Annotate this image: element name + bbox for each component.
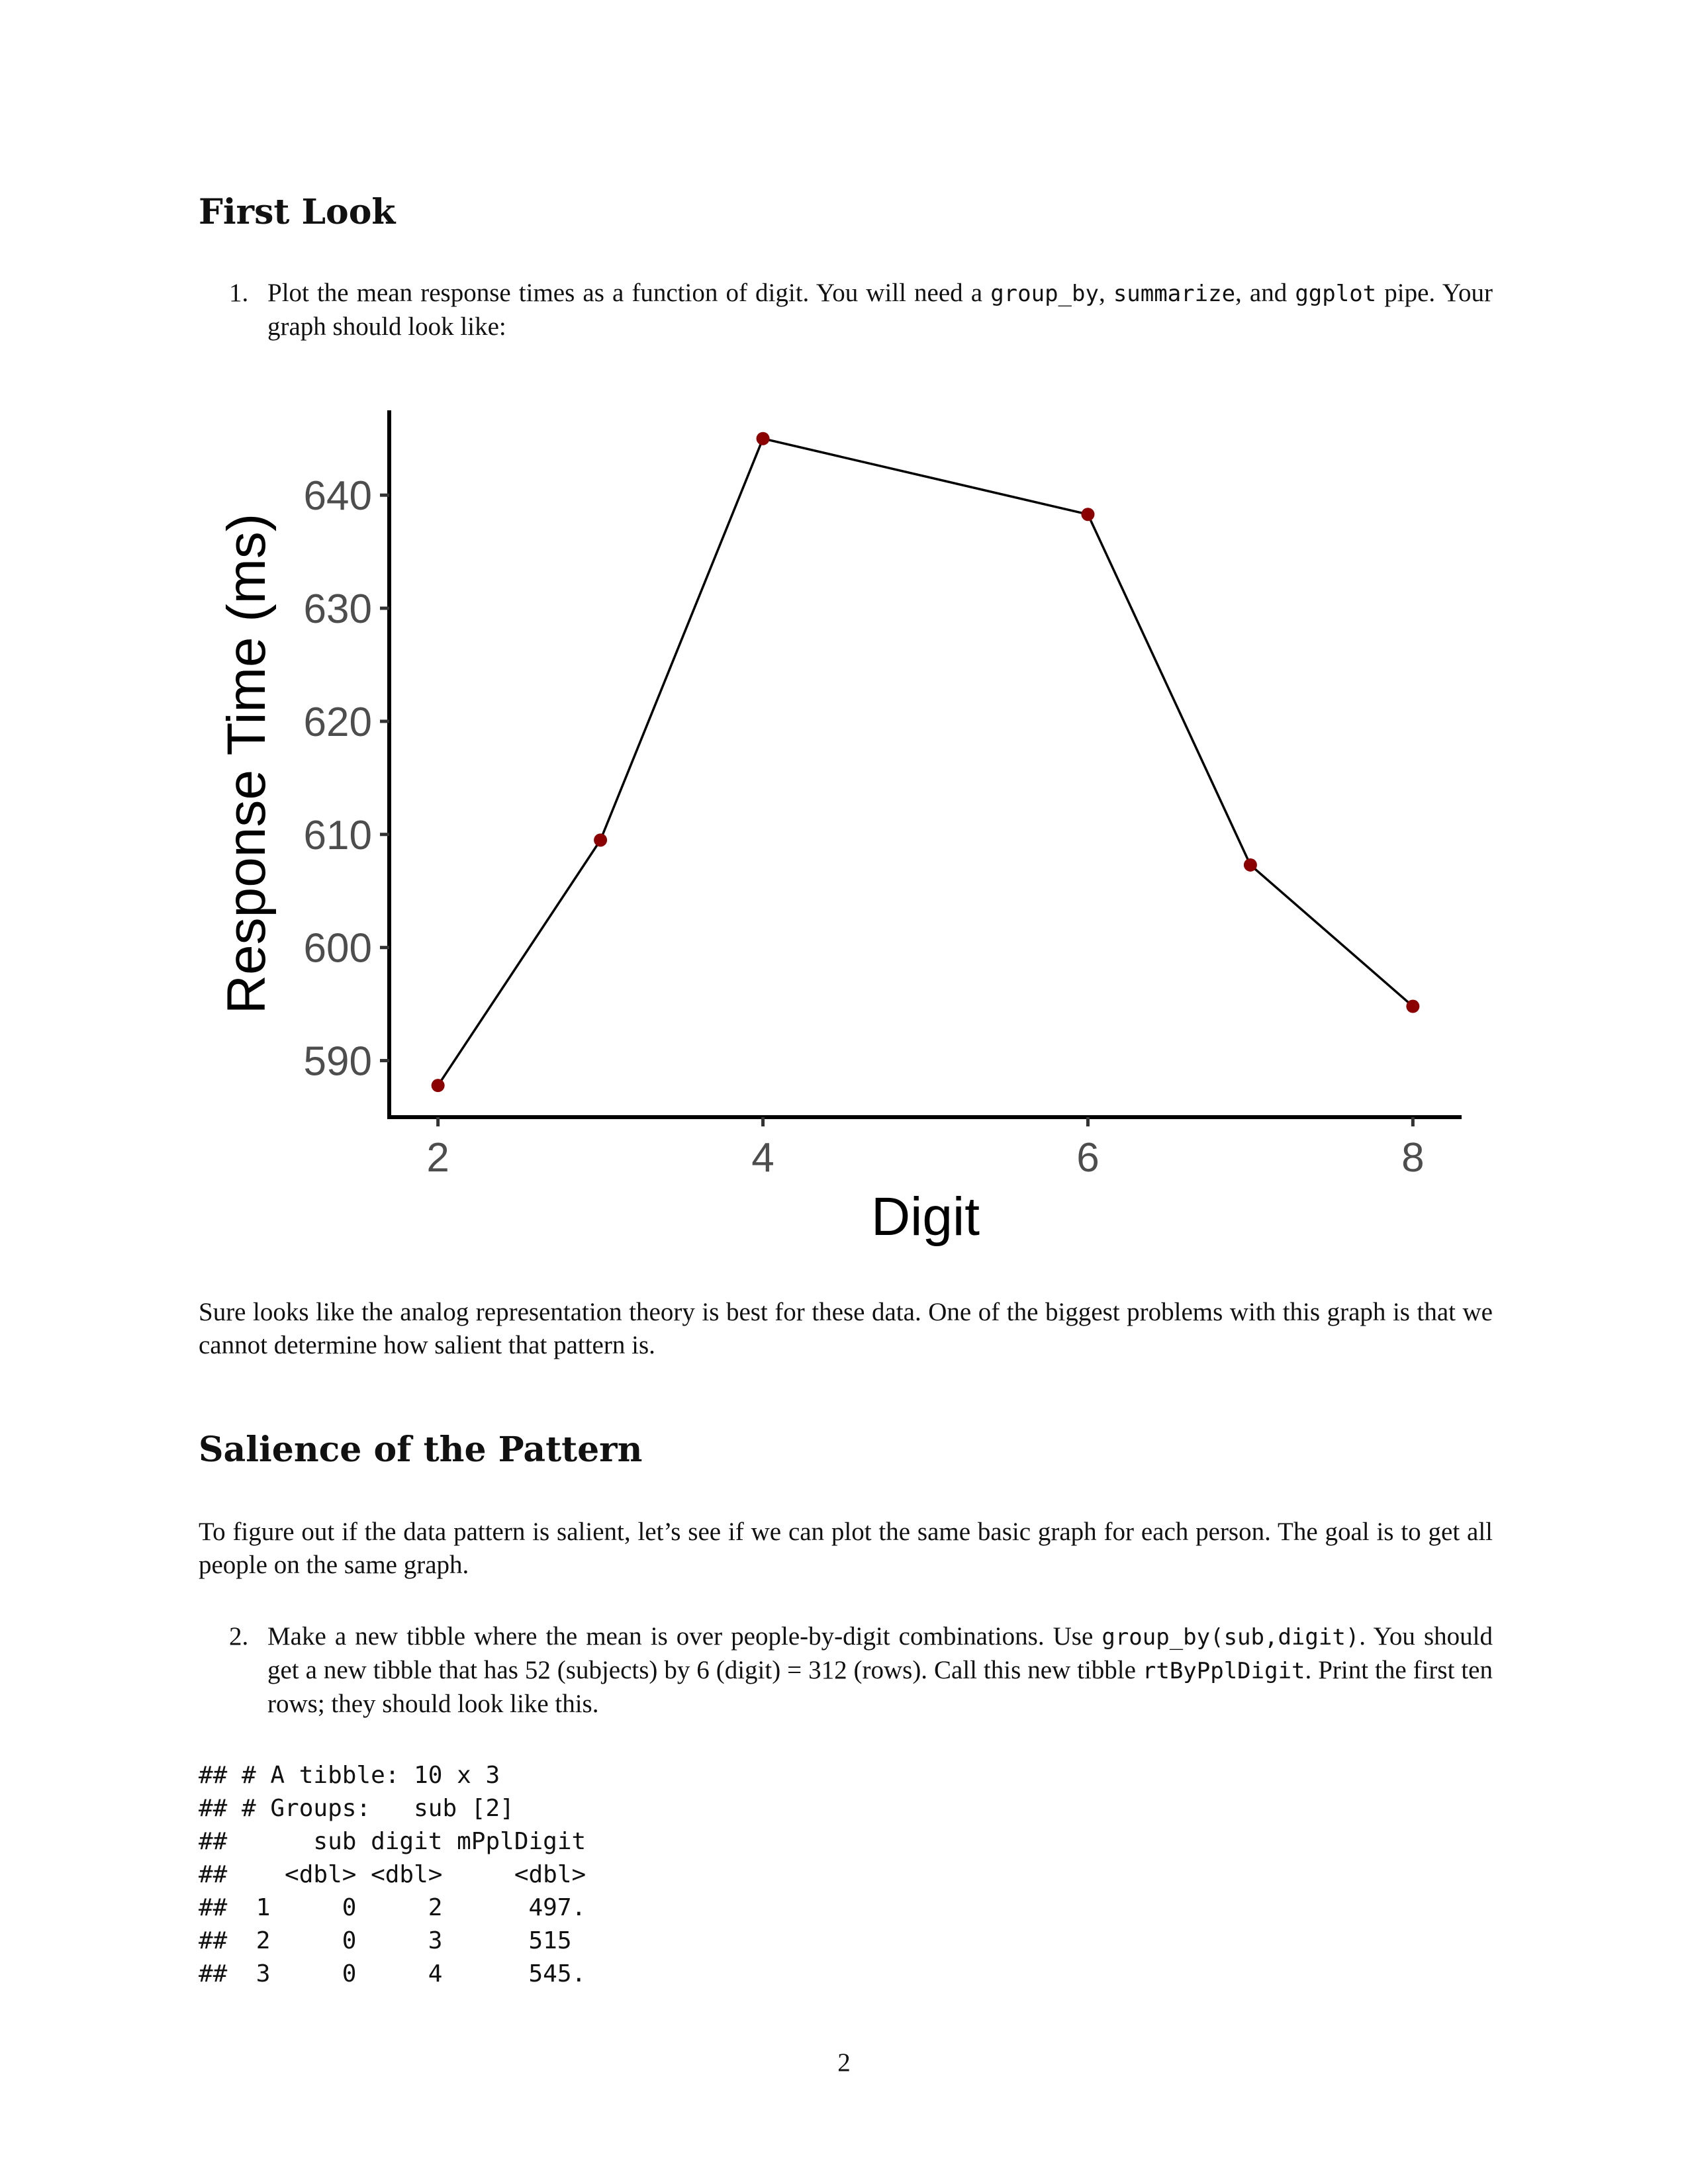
data-point [1244,858,1257,872]
data-point [432,1079,445,1092]
y-tick-label: 620 [303,699,372,745]
inline-code: group_by [990,281,1099,307]
paragraph-analog-theory: Sure looks like the analog representation theory is best for these data. One of the biggest problems with this graph is that we cannot determine how salient that pattern is. [199,1298,1493,1359]
x-tick-label: 4 [751,1135,774,1181]
inline-code: group_by(sub,digit) [1102,1624,1360,1651]
text-run: , and [1235,279,1295,307]
data-point [1406,1000,1419,1013]
x-axis-title: Digit [870,1187,980,1247]
inline-code: ggplot [1295,281,1377,307]
y-tick-label: 590 [303,1038,372,1085]
y-tick-label: 630 [303,586,372,633]
x-tick-label: 8 [1401,1135,1425,1181]
page-number: 2 [837,2048,851,2077]
series-line-segment [763,439,1088,514]
data-point [757,432,770,445]
text-run: Plot the mean response times as a function of digit. You will need a [267,279,991,307]
text-run: , [1098,279,1113,307]
series-line-segment [1250,865,1413,1007]
list-number: 1. [229,279,249,307]
data-point [594,833,607,846]
data-point [1081,508,1094,521]
y-axis-title: Response Time (ms) [216,513,277,1015]
inline-code: summarize [1113,281,1236,307]
y-tick-label: 610 [303,812,372,858]
series-line-segment [438,840,600,1085]
list-item-text [267,1620,1493,1721]
section-heading-salience: Salience of the Pattern [199,1430,643,1470]
text-run: Make a new tibble where the mean is over people-by-digit combinations. Use [267,1622,1102,1651]
inline-code: rtByPplDigit [1142,1658,1305,1684]
x-tick-label: 6 [1076,1135,1100,1181]
list-item-2 [199,1620,1493,1721]
text-run: . You should get a new tibble that has 52 (subjects) by 6 (digit) = 312 (rows). Call this new tibble [267,1622,1493,1684]
series-line-segment [1088,514,1250,865]
text-run: . Print the first ten rows; they should look like this. [267,1656,1493,1718]
series-line-segment [600,439,763,841]
list-number: 2. [229,1622,249,1651]
x-tick-label: 2 [426,1135,449,1181]
paragraph-salience: To figure out if the data pattern is salient, let’s see if we can plot the same basic graph for each person. The goal is to get all people on the same graph. [199,1518,1493,1579]
y-tick-label: 640 [303,473,372,520]
y-tick-label: 600 [303,925,372,972]
text-run: pipe. Your graph should look like: [267,279,1493,341]
section-heading-first-look: First Look [199,192,396,232]
console-output: ## # A tibble: 10 x 3 ## # Groups: sub [2] ## sub digit mPplDigit ## <dbl> <dbl> <dbl> ## 1 0 2 497. ## 2 0 3 515 ## 3 0 4 545. [199,1762,586,1987]
